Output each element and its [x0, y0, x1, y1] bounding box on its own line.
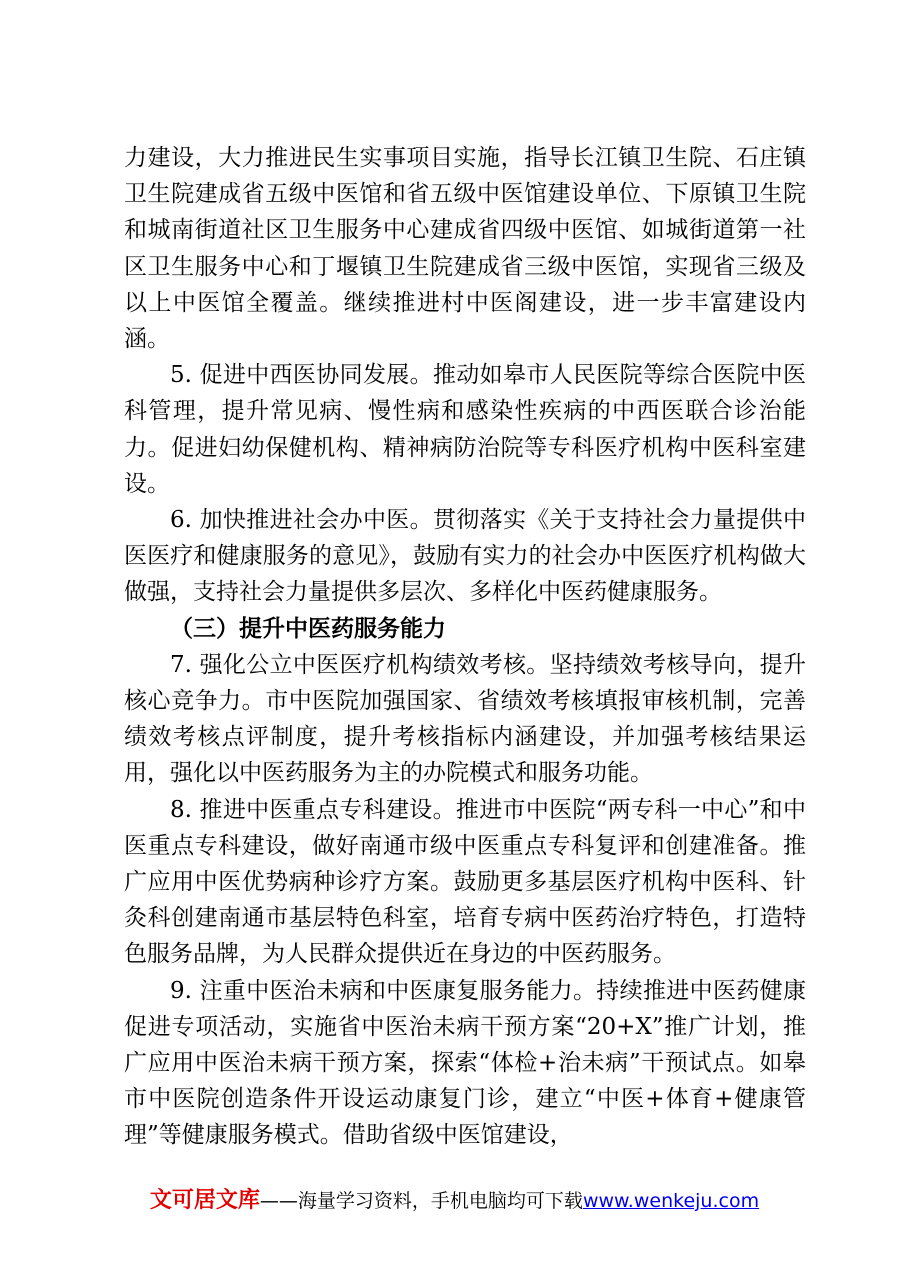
paragraph-item-9: 9. 注重中医治未病和中医康复服务能力。持续推进中医药健康促进专项活动，实施省中医治未病干预方案“20+X”推广计划，推广应用中医治未病干预方案，探索“体检+治未病”干预试点。如皋市中医院创造条件开设运动康复门诊，建立“中医+体育+健康管理”等健康服务模式。借助省级中医馆建设， — [124, 977, 806, 1149]
paragraph-item-7: 7. 强化公立中医医疗机构绩效考核。坚持绩效考核导向，提升核心竞争力。市中医院加强国家、省绩效考核填报审核机制，完善绩效考核点评制度，提升考核指标内涵建设，并加强考核结果运用，强化以中医药服务为主的办院模式和服务功能。 — [124, 651, 806, 787]
paragraph-continuation: 力建设，大力推进民生实事项目实施，指导长江镇卫生院、石庄镇卫生院建成省五级中医馆和省五级中医馆建设单位、下原镇卫生院和城南街道社区卫生服务中心建成省四级中医馆、如城街道第一社区卫生服务中心和丁堰镇卫生院建成省三级中医馆，实现省三级及以上中医馆全覆盖。继续推进村中医阁建设，进一步丰富建设内涵。 — [124, 145, 806, 353]
footer-slogan: ——海量学习资料，手机电脑均可下载 — [259, 1190, 583, 1212]
document-body — [124, 140, 806, 1154]
paragraph-item-5: 5. 促进中西医协同发展。推动如皋市人民医院等综合医院中医科管理，提升常见病、慢性病和感染性疾病的中西医联合诊治能力。促进妇幼保健机构、精神病防治院等专科医疗机构中医科室建设。 — [124, 362, 806, 497]
section-heading: （三）提升中医药服务能力 — [170, 614, 446, 642]
footer-site-link[interactable]: www.wenkeju.com — [582, 1190, 760, 1212]
paragraph-item-6: 6. 加快推进社会办中医。贯彻落实《关于支持社会力量提供中医医疗和健康服务的意见》，鼓励有实力的社会办中医医疗机构做大做强，支持社会力量提供多层次、多样化中医药健康服务。 — [124, 507, 806, 606]
paragraph-item-8: 8. 推进中医重点专科建设。推进市中医院“两专科一中心”和中医重点专科建设，做好南通市级中医重点专科复评和创建准备。推广应用中医优势病种诊疗方案。鼓励更多基层医疗机构中医科、针灸科创建南通市基层特色科室，培育专病中医药治疗特色，打造特色服务品牌，为人民群众提供近在身边的中医药服务。 — [124, 796, 806, 968]
footer-brand: 文可居文库 — [149, 1188, 260, 1213]
page-footer — [0, 1183, 909, 1214]
